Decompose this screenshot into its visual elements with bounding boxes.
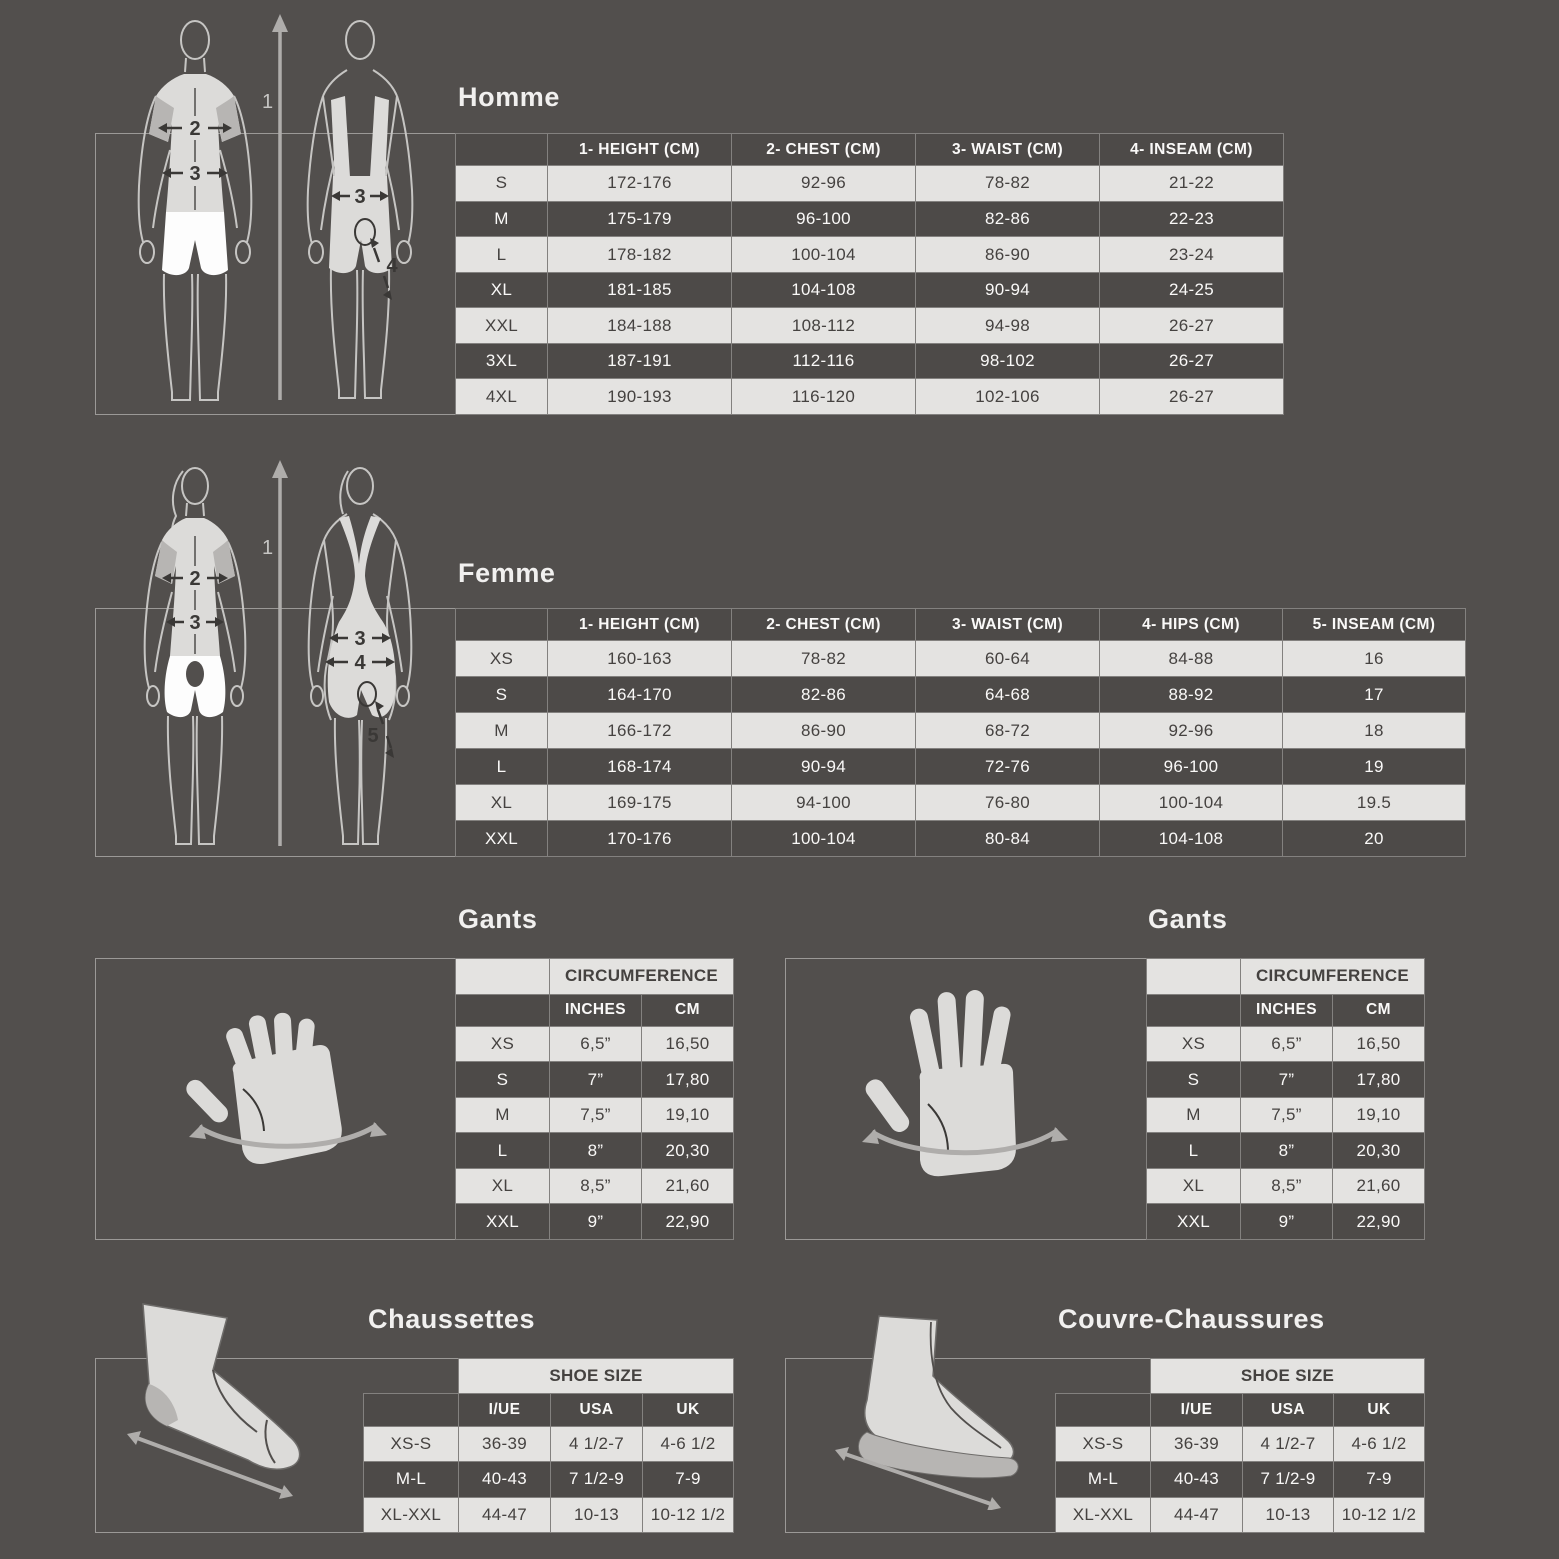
value-cell: 23-24: [1100, 237, 1284, 273]
value-cell: 80-84: [916, 821, 1100, 857]
size-cell: XL: [456, 272, 548, 308]
size-cell: M: [456, 201, 548, 237]
value-cell: 60-64: [916, 641, 1100, 677]
header-cell: I/UE: [459, 1394, 551, 1426]
value-cell: 36-39: [459, 1426, 551, 1461]
table-row: [364, 1462, 734, 1497]
header-cell: [456, 609, 548, 641]
socks-size-table: [363, 1358, 734, 1533]
table-span-header-row: [456, 959, 734, 995]
value-cell: 4 1/2-7: [1243, 1426, 1334, 1461]
size-cell: M-L: [1056, 1462, 1151, 1497]
value-cell: 96-100: [1100, 749, 1283, 785]
value-cell: 7 1/2-9: [551, 1462, 643, 1497]
value-cell: 112-116: [732, 343, 916, 379]
header-cell: 2- CHEST (CM): [732, 134, 916, 166]
value-cell: 9”: [550, 1204, 642, 1240]
value-cell: 96-100: [732, 201, 916, 237]
value-cell: 4-6 1/2: [643, 1426, 734, 1461]
value-cell: 100-104: [1100, 785, 1283, 821]
value-cell: 8”: [1241, 1133, 1333, 1169]
size-cell: XS: [1147, 1026, 1241, 1062]
table-row: [1056, 1462, 1425, 1497]
table-span-header-row: [1056, 1359, 1425, 1394]
value-cell: 90-94: [916, 272, 1100, 308]
value-cell: 40-43: [459, 1462, 551, 1497]
header-cell: 4- HIPS (CM): [1100, 609, 1283, 641]
size-cell: L: [456, 237, 548, 273]
table-header-row: [364, 1394, 734, 1426]
size-cell: XS: [456, 641, 548, 677]
height-label: 1: [262, 537, 274, 559]
size-cell: S: [1147, 1062, 1241, 1098]
value-cell: 102-106: [916, 379, 1100, 415]
table-row: [1147, 1097, 1425, 1133]
size-cell: M: [456, 713, 548, 749]
value-cell: 181-185: [548, 272, 732, 308]
table-row: [456, 821, 1466, 857]
header-cell: [456, 994, 550, 1026]
header-cell: [456, 959, 550, 995]
value-cell: 24-25: [1100, 272, 1284, 308]
value-cell: 7”: [1241, 1062, 1333, 1098]
value-cell: 44-47: [459, 1497, 551, 1533]
value-cell: 7,5”: [550, 1097, 642, 1133]
table-row: [456, 641, 1466, 677]
value-cell: 6,5”: [550, 1026, 642, 1062]
table-row: [456, 308, 1284, 344]
value-cell: 68-72: [916, 713, 1100, 749]
size-cell: 3XL: [456, 343, 548, 379]
value-cell: 9”: [1241, 1204, 1333, 1240]
table-row: [456, 237, 1284, 273]
value-cell: 8,5”: [550, 1168, 642, 1204]
table-row: [456, 749, 1466, 785]
header-cell: UK: [1334, 1394, 1425, 1426]
value-cell: 16,50: [1333, 1026, 1425, 1062]
size-cell: XXL: [1147, 1204, 1241, 1240]
woman-back-illustration: [295, 458, 425, 858]
value-cell: 170-176: [548, 821, 732, 857]
table-header-row: [456, 609, 1466, 641]
value-cell: 6,5”: [1241, 1026, 1333, 1062]
value-cell: 104-108: [1100, 821, 1283, 857]
value-cell: 21,60: [1333, 1168, 1425, 1204]
value-cell: 82-86: [916, 201, 1100, 237]
header-cell: 5- INSEAM (CM): [1283, 609, 1466, 641]
value-cell: 190-193: [548, 379, 732, 415]
femme-size-table: [455, 608, 1466, 857]
value-cell: 94-100: [732, 785, 916, 821]
value-cell: 76-80: [916, 785, 1100, 821]
value-cell: 78-82: [916, 166, 1100, 202]
value-cell: 92-96: [1100, 713, 1283, 749]
value-cell: 7-9: [1334, 1462, 1425, 1497]
value-cell: 20: [1283, 821, 1466, 857]
header-cell: UK: [643, 1394, 734, 1426]
table-row: [456, 677, 1466, 713]
value-cell: 16: [1283, 641, 1466, 677]
table-span-header-row: [1147, 959, 1425, 995]
value-cell: 7,5”: [1241, 1097, 1333, 1133]
inseam-label: 4: [386, 255, 398, 277]
table-row: [456, 1204, 734, 1240]
table-row: [456, 713, 1466, 749]
table-row: [456, 1026, 734, 1062]
size-cell: M: [1147, 1097, 1241, 1133]
value-cell: 44-47: [1151, 1497, 1243, 1533]
header-cell: USA: [551, 1394, 643, 1426]
man-front-illustration: [120, 12, 270, 412]
sock-illustration: [115, 1296, 330, 1501]
waist-back-label: 3: [354, 186, 366, 208]
waist-label: 3: [189, 163, 201, 185]
size-cell: S: [456, 1062, 550, 1098]
value-cell: 26-27: [1100, 343, 1284, 379]
overshoes-size-table: [1055, 1358, 1425, 1533]
size-cell: S: [456, 166, 548, 202]
value-cell: 40-43: [1151, 1462, 1243, 1497]
value-cell: 8”: [550, 1133, 642, 1169]
table-row: [456, 379, 1284, 415]
hips-label: 4: [354, 652, 366, 674]
value-cell: 187-191: [548, 343, 732, 379]
size-cell: XS-S: [1056, 1426, 1151, 1461]
size-cell: 4XL: [456, 379, 548, 415]
gloves-left-section-title: Gants: [458, 904, 538, 934]
value-cell: 90-94: [732, 749, 916, 785]
header-cell: 3- WAIST (CM): [916, 134, 1100, 166]
size-cell: XL-XXL: [364, 1497, 459, 1533]
table-row: [1147, 1026, 1425, 1062]
value-cell: 22,90: [1333, 1204, 1425, 1240]
gloves-right-section-title: Gants: [1148, 904, 1228, 934]
size-cell: L: [456, 749, 548, 785]
shoe-size-header: SHOE SIZE: [459, 1359, 734, 1394]
table-row: [456, 166, 1284, 202]
table-row: [456, 785, 1466, 821]
size-cell: XL-XXL: [1056, 1497, 1151, 1533]
overshoes-section-title: Couvre-Chaussures: [1058, 1304, 1325, 1334]
table-row: [1056, 1426, 1425, 1461]
header-cell: 1- HEIGHT (CM): [548, 134, 732, 166]
table-row: [1147, 1133, 1425, 1169]
height-arrow: [258, 458, 294, 854]
waist-label: 3: [189, 612, 201, 634]
table-row: [456, 272, 1284, 308]
table-row: [1147, 1204, 1425, 1240]
value-cell: 21-22: [1100, 166, 1284, 202]
header-cell: I/UE: [1151, 1394, 1243, 1426]
height-label: 1: [262, 91, 274, 113]
value-cell: 16,50: [642, 1026, 734, 1062]
value-cell: 10-13: [551, 1497, 643, 1533]
size-cell: S: [456, 677, 548, 713]
full-glove-illustration: [860, 980, 1070, 1205]
value-cell: 178-182: [548, 237, 732, 273]
value-cell: 108-112: [732, 308, 916, 344]
header-cell: INCHES: [1241, 994, 1333, 1026]
value-cell: 98-102: [916, 343, 1100, 379]
value-cell: 86-90: [732, 713, 916, 749]
value-cell: 26-27: [1100, 379, 1284, 415]
value-cell: 84-88: [1100, 641, 1283, 677]
value-cell: 175-179: [548, 201, 732, 237]
height-arrow: [258, 12, 294, 408]
value-cell: 10-12 1/2: [1334, 1497, 1425, 1533]
value-cell: 10-13: [1243, 1497, 1334, 1533]
value-cell: 8,5”: [1241, 1168, 1333, 1204]
value-cell: 7-9: [643, 1462, 734, 1497]
size-cell: XXL: [456, 821, 548, 857]
value-cell: 116-120: [732, 379, 916, 415]
value-cell: 17,80: [1333, 1062, 1425, 1098]
value-cell: 20,30: [642, 1133, 734, 1169]
table-row: [1147, 1168, 1425, 1204]
circumference-header: CIRCUMFERENCE: [1241, 959, 1425, 995]
header-cell: CM: [1333, 994, 1425, 1026]
value-cell: 36-39: [1151, 1426, 1243, 1461]
femme-section-title: Femme: [458, 558, 556, 588]
value-cell: 22-23: [1100, 201, 1284, 237]
fingerless-glove-illustration: [185, 1005, 391, 1185]
value-cell: 17,80: [642, 1062, 734, 1098]
value-cell: 160-163: [548, 641, 732, 677]
table-row: [456, 343, 1284, 379]
value-cell: 10-12 1/2: [643, 1497, 734, 1533]
value-cell: 168-174: [548, 749, 732, 785]
size-cell: XS-S: [364, 1426, 459, 1461]
value-cell: 7 1/2-9: [1243, 1462, 1334, 1497]
value-cell: 4-6 1/2: [1334, 1426, 1425, 1461]
header-cell: [364, 1394, 459, 1426]
value-cell: 184-188: [548, 308, 732, 344]
table-row: [364, 1426, 734, 1461]
value-cell: 82-86: [732, 677, 916, 713]
header-cell: [1056, 1394, 1151, 1426]
value-cell: 19: [1283, 749, 1466, 785]
header-cell: 4- INSEAM (CM): [1100, 134, 1284, 166]
shoe-size-header: SHOE SIZE: [1151, 1359, 1425, 1394]
value-cell: 169-175: [548, 785, 732, 821]
table-row: [456, 1168, 734, 1204]
value-cell: 18: [1283, 713, 1466, 749]
size-cell: XXL: [456, 1204, 550, 1240]
man-back-illustration: [295, 12, 425, 412]
blank-cell: [1056, 1359, 1151, 1394]
gloves-right-size-table: [1146, 958, 1425, 1240]
chest-label: 2: [189, 118, 201, 140]
inseam-label: 5: [367, 725, 379, 747]
header-cell: [1147, 994, 1241, 1026]
table-row: [1056, 1497, 1425, 1533]
value-cell: 86-90: [916, 237, 1100, 273]
size-cell: L: [1147, 1133, 1241, 1169]
size-cell: M: [456, 1097, 550, 1133]
header-cell: [1147, 959, 1241, 995]
chest-label: 2: [189, 568, 201, 590]
blank-cell: [364, 1359, 459, 1394]
table-row: [456, 1062, 734, 1098]
socks-section-title: Chaussettes: [368, 1304, 536, 1334]
value-cell: 19,10: [642, 1097, 734, 1133]
table-row: [1147, 1062, 1425, 1098]
header-cell: USA: [1243, 1394, 1334, 1426]
header-cell: CM: [642, 994, 734, 1026]
size-cell: L: [456, 1133, 550, 1169]
value-cell: 172-176: [548, 166, 732, 202]
value-cell: 19.5: [1283, 785, 1466, 821]
value-cell: 20,30: [1333, 1133, 1425, 1169]
value-cell: 104-108: [732, 272, 916, 308]
circumference-header: CIRCUMFERENCE: [550, 959, 734, 995]
waist-back-label: 3: [354, 628, 366, 650]
header-cell: INCHES: [550, 994, 642, 1026]
table-row: [456, 1097, 734, 1133]
table-header-row: [1147, 994, 1425, 1026]
table-row: [456, 201, 1284, 237]
size-cell: XS: [456, 1026, 550, 1062]
table-row: [364, 1497, 734, 1533]
value-cell: 72-76: [916, 749, 1100, 785]
header-cell: 3- WAIST (CM): [916, 609, 1100, 641]
header-cell: 2- CHEST (CM): [732, 609, 916, 641]
shorts-front: [162, 212, 228, 275]
value-cell: 22,90: [642, 1204, 734, 1240]
value-cell: 164-170: [548, 677, 732, 713]
size-cell: M-L: [364, 1462, 459, 1497]
size-cell: XL: [456, 1168, 550, 1204]
value-cell: 88-92: [1100, 677, 1283, 713]
value-cell: 166-172: [548, 713, 732, 749]
value-cell: 4 1/2-7: [551, 1426, 643, 1461]
value-cell: 21,60: [642, 1168, 734, 1204]
value-cell: 19,10: [1333, 1097, 1425, 1133]
table-row: [456, 1133, 734, 1169]
value-cell: 17: [1283, 677, 1466, 713]
size-cell: XL: [1147, 1168, 1241, 1204]
overshoe-illustration: [825, 1310, 1040, 1510]
value-cell: 64-68: [916, 677, 1100, 713]
value-cell: 100-104: [732, 237, 916, 273]
woman-front-illustration: [120, 458, 270, 858]
table-header-row: [456, 134, 1284, 166]
homme-section-title: Homme: [458, 82, 561, 112]
value-cell: 100-104: [732, 821, 916, 857]
gloves-left-size-table: [455, 958, 734, 1240]
value-cell: 7”: [550, 1062, 642, 1098]
value-cell: 94-98: [916, 308, 1100, 344]
table-span-header-row: [364, 1359, 734, 1394]
table-header-row: [456, 994, 734, 1026]
size-cell: XXL: [456, 308, 548, 344]
size-cell: XL: [456, 785, 548, 821]
table-header-row: [1056, 1394, 1425, 1426]
header-cell: 1- HEIGHT (CM): [548, 609, 732, 641]
homme-size-table: [455, 133, 1284, 415]
value-cell: 92-96: [732, 166, 916, 202]
header-cell: [456, 134, 548, 166]
value-cell: 26-27: [1100, 308, 1284, 344]
value-cell: 78-82: [732, 641, 916, 677]
